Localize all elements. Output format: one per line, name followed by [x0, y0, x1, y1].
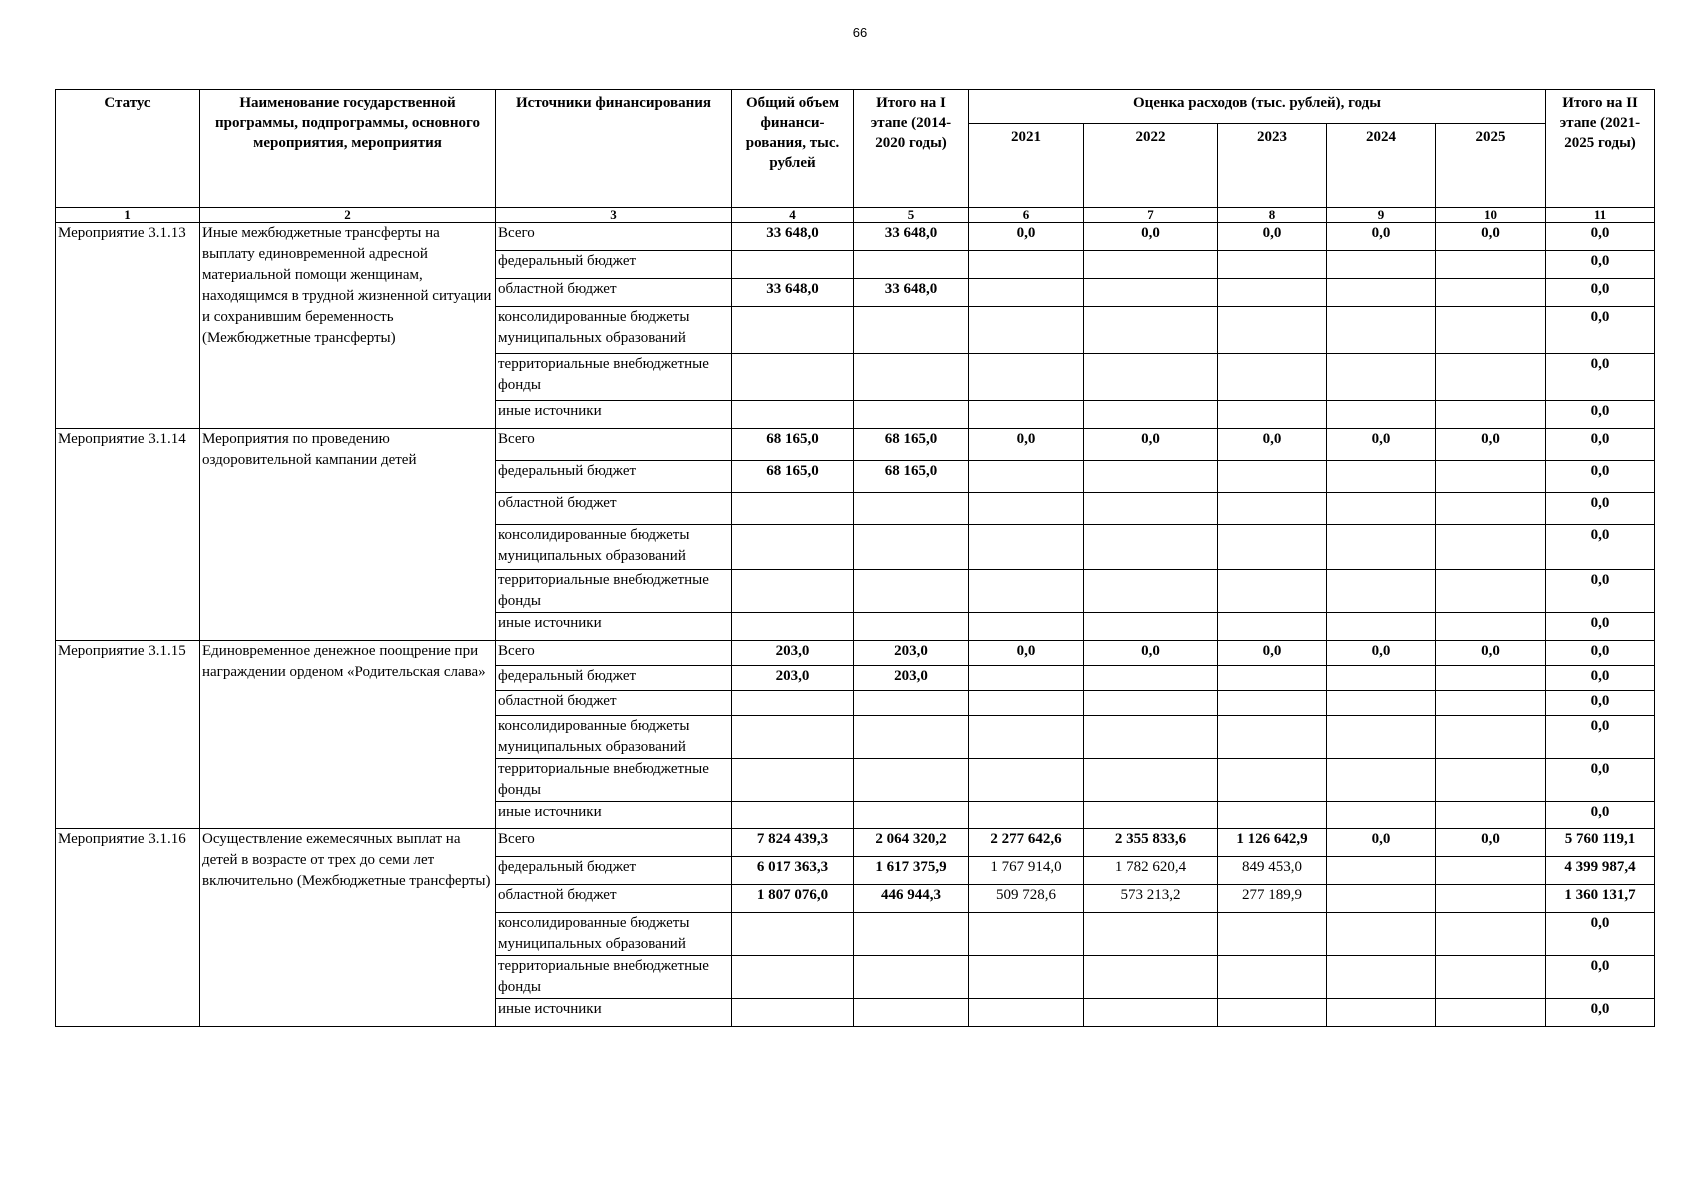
- amount-cell: [732, 354, 854, 401]
- column-number: 8: [1218, 208, 1327, 223]
- status-cell: Мероприятие 3.1.14: [56, 429, 200, 641]
- source-cell: Всего: [496, 429, 732, 461]
- amount-cell: [1327, 716, 1436, 759]
- stage2-total-cell: 0,0: [1546, 493, 1655, 525]
- amount-cell: [854, 493, 969, 525]
- amount-cell: 0,0: [969, 429, 1084, 461]
- header-stage2: Итого на II этапе (2021-2025 годы): [1546, 90, 1655, 208]
- amount-cell: 0,0: [1436, 223, 1546, 251]
- amount-cell: [1436, 913, 1546, 956]
- amount-cell: 1 617 375,9: [854, 857, 969, 885]
- amount-cell: [854, 354, 969, 401]
- amount-cell: [854, 802, 969, 829]
- amount-cell: [1218, 525, 1327, 570]
- amount-cell: [1436, 956, 1546, 999]
- source-cell: Всего: [496, 829, 732, 857]
- source-cell: федеральный бюджет: [496, 666, 732, 691]
- amount-cell: 33 648,0: [732, 279, 854, 307]
- source-cell: областной бюджет: [496, 691, 732, 716]
- amount-cell: [1218, 956, 1327, 999]
- amount-cell: 68 165,0: [732, 461, 854, 493]
- amount-cell: [1327, 493, 1436, 525]
- amount-cell: [1436, 999, 1546, 1027]
- stage2-total-cell: 0,0: [1546, 354, 1655, 401]
- amount-cell: [854, 525, 969, 570]
- amount-cell: [969, 802, 1084, 829]
- amount-cell: [1084, 251, 1218, 279]
- stage2-total-cell: 0,0: [1546, 759, 1655, 802]
- amount-cell: 68 165,0: [854, 461, 969, 493]
- amount-cell: [1084, 913, 1218, 956]
- amount-cell: [1218, 307, 1327, 354]
- amount-cell: [1218, 802, 1327, 829]
- amount-cell: 0,0: [1218, 429, 1327, 461]
- table-row: [56, 223, 1655, 251]
- amount-cell: [1327, 691, 1436, 716]
- amount-cell: [1436, 251, 1546, 279]
- budget-table: [55, 89, 1655, 1027]
- table-row: [56, 829, 1655, 857]
- source-cell: иные источники: [496, 802, 732, 829]
- amount-cell: 0,0: [1436, 429, 1546, 461]
- amount-cell: 68 165,0: [854, 429, 969, 461]
- program-name-cell: Иные межбюджетные трансферты на выплату единовременной адресной материальной помощи женщинам, находящимся в трудной жизненной ситуации и сохранившим беременность (Межбюджетные трансферты): [200, 223, 496, 429]
- header-total-volume: Общий объем финанси-рования, тыс. рублей: [732, 90, 854, 208]
- amount-cell: [732, 251, 854, 279]
- table-row: [56, 429, 1655, 461]
- amount-cell: [854, 759, 969, 802]
- amount-cell: [1327, 279, 1436, 307]
- source-cell: федеральный бюджет: [496, 857, 732, 885]
- amount-cell: 0,0: [1327, 829, 1436, 857]
- program-name-cell: Осуществление ежемесячных выплат на детей в возрасте от трех до семи лет включительно (Межбюджетные трансферты): [200, 829, 496, 1027]
- amount-cell: [969, 999, 1084, 1027]
- amount-cell: 849 453,0: [1218, 857, 1327, 885]
- source-cell: консолидированные бюджеты муниципальных образований: [496, 525, 732, 570]
- amount-cell: [969, 956, 1084, 999]
- stage2-total-cell: 0,0: [1546, 999, 1655, 1027]
- amount-cell: [732, 956, 854, 999]
- amount-cell: [854, 401, 969, 429]
- column-number: 1: [56, 208, 200, 223]
- stage2-total-cell: 0,0: [1546, 429, 1655, 461]
- program-name-cell: Мероприятия по проведению оздоровительной кампании детей: [200, 429, 496, 641]
- amount-cell: [732, 525, 854, 570]
- column-number: 11: [1546, 208, 1655, 223]
- source-cell: консолидированные бюджеты муниципальных образований: [496, 307, 732, 354]
- amount-cell: [1084, 802, 1218, 829]
- stage2-total-cell: 0,0: [1546, 666, 1655, 691]
- amount-cell: 0,0: [1218, 641, 1327, 666]
- amount-cell: [969, 279, 1084, 307]
- amount-cell: [1084, 956, 1218, 999]
- column-number: 10: [1436, 208, 1546, 223]
- stage2-total-cell: 0,0: [1546, 525, 1655, 570]
- header-year: 2025: [1436, 124, 1546, 208]
- column-number: 5: [854, 208, 969, 223]
- amount-cell: [1327, 401, 1436, 429]
- column-number: 3: [496, 208, 732, 223]
- amount-cell: [1218, 251, 1327, 279]
- amount-cell: 2 355 833,6: [1084, 829, 1218, 857]
- column-number: 9: [1327, 208, 1436, 223]
- amount-cell: [1218, 691, 1327, 716]
- amount-cell: [854, 570, 969, 613]
- header-source: Источники финансирования: [496, 90, 732, 208]
- source-cell: иные источники: [496, 999, 732, 1027]
- amount-cell: [732, 802, 854, 829]
- header-year: 2022: [1084, 124, 1218, 208]
- amount-cell: [1084, 279, 1218, 307]
- amount-cell: [969, 493, 1084, 525]
- amount-cell: [732, 493, 854, 525]
- amount-cell: [1436, 716, 1546, 759]
- source-cell: областной бюджет: [496, 493, 732, 525]
- stage2-total-cell: 0,0: [1546, 802, 1655, 829]
- amount-cell: [1436, 885, 1546, 913]
- amount-cell: 446 944,3: [854, 885, 969, 913]
- amount-cell: [1327, 525, 1436, 570]
- stage2-total-cell: 4 399 987,4: [1546, 857, 1655, 885]
- amount-cell: [1218, 913, 1327, 956]
- stage2-total-cell: 0,0: [1546, 223, 1655, 251]
- table-row: [56, 641, 1655, 666]
- amount-cell: [969, 613, 1084, 641]
- amount-cell: [1436, 613, 1546, 641]
- amount-cell: 0,0: [1436, 641, 1546, 666]
- amount-cell: [969, 525, 1084, 570]
- amount-cell: 0,0: [1084, 641, 1218, 666]
- amount-cell: [1327, 570, 1436, 613]
- column-number: 7: [1084, 208, 1218, 223]
- header-stage1: Итого на I этапе (2014-2020 годы): [854, 90, 969, 208]
- stage2-total-cell: 0,0: [1546, 691, 1655, 716]
- column-number: 6: [969, 208, 1084, 223]
- amount-cell: [854, 956, 969, 999]
- amount-cell: [1327, 461, 1436, 493]
- status-cell: Мероприятие 3.1.15: [56, 641, 200, 829]
- amount-cell: 0,0: [969, 223, 1084, 251]
- source-cell: областной бюджет: [496, 885, 732, 913]
- amount-cell: [854, 251, 969, 279]
- amount-cell: [854, 716, 969, 759]
- table-body: [56, 223, 1655, 1027]
- header-year: 2024: [1327, 124, 1436, 208]
- amount-cell: [1436, 461, 1546, 493]
- stage2-total-cell: 0,0: [1546, 401, 1655, 429]
- amount-cell: 68 165,0: [732, 429, 854, 461]
- header-year: 2021: [969, 124, 1084, 208]
- amount-cell: 203,0: [854, 666, 969, 691]
- amount-cell: [1084, 716, 1218, 759]
- amount-cell: [969, 716, 1084, 759]
- source-cell: территориальные внебюджетные фонды: [496, 759, 732, 802]
- amount-cell: 2 277 642,6: [969, 829, 1084, 857]
- source-cell: консолидированные бюджеты муниципальных образований: [496, 716, 732, 759]
- amount-cell: [1084, 613, 1218, 641]
- stage2-total-cell: 0,0: [1546, 956, 1655, 999]
- amount-cell: [1218, 279, 1327, 307]
- amount-cell: [1436, 570, 1546, 613]
- header-name: Наименование государственной программы, подпрограммы, основного мероприятия, мероприятия: [200, 90, 496, 208]
- source-cell: иные источники: [496, 401, 732, 429]
- status-cell: Мероприятие 3.1.16: [56, 829, 200, 1027]
- stage2-total-cell: 0,0: [1546, 307, 1655, 354]
- amount-cell: [854, 999, 969, 1027]
- amount-cell: [732, 913, 854, 956]
- amount-cell: [1327, 759, 1436, 802]
- amount-cell: [732, 759, 854, 802]
- amount-cell: [1436, 802, 1546, 829]
- amount-cell: [1084, 999, 1218, 1027]
- amount-cell: [1436, 493, 1546, 525]
- header-estimate: Оценка расходов (тыс. рублей), годы: [969, 90, 1546, 124]
- amount-cell: [854, 613, 969, 641]
- header-year: 2023: [1218, 124, 1327, 208]
- amount-cell: [1218, 570, 1327, 613]
- amount-cell: [1084, 493, 1218, 525]
- amount-cell: 0,0: [969, 641, 1084, 666]
- amount-cell: [732, 401, 854, 429]
- amount-cell: [1436, 759, 1546, 802]
- amount-cell: [732, 999, 854, 1027]
- amount-cell: [732, 716, 854, 759]
- stage2-total-cell: 0,0: [1546, 716, 1655, 759]
- amount-cell: 203,0: [854, 641, 969, 666]
- amount-cell: [854, 307, 969, 354]
- program-name-cell: Единовременное денежное поощрение при награждении орденом «Родительская слава»: [200, 641, 496, 829]
- amount-cell: [854, 691, 969, 716]
- amount-cell: 573 213,2: [1084, 885, 1218, 913]
- amount-cell: [969, 307, 1084, 354]
- amount-cell: 33 648,0: [854, 223, 969, 251]
- amount-cell: [1327, 613, 1436, 641]
- amount-cell: [732, 307, 854, 354]
- amount-cell: [1436, 691, 1546, 716]
- amount-cell: [1327, 956, 1436, 999]
- amount-cell: 1 807 076,0: [732, 885, 854, 913]
- amount-cell: 203,0: [732, 641, 854, 666]
- amount-cell: [969, 913, 1084, 956]
- stage2-total-cell: 0,0: [1546, 461, 1655, 493]
- amount-cell: [1327, 857, 1436, 885]
- amount-cell: [969, 251, 1084, 279]
- amount-cell: [1218, 354, 1327, 401]
- column-number: 2: [200, 208, 496, 223]
- amount-cell: 0,0: [1084, 223, 1218, 251]
- amount-cell: [1436, 307, 1546, 354]
- stage2-total-cell: 0,0: [1546, 570, 1655, 613]
- table-header: [56, 90, 1655, 223]
- amount-cell: [1218, 759, 1327, 802]
- amount-cell: [969, 354, 1084, 401]
- source-cell: территориальные внебюджетные фонды: [496, 354, 732, 401]
- amount-cell: [1084, 461, 1218, 493]
- amount-cell: [969, 461, 1084, 493]
- amount-cell: [969, 570, 1084, 613]
- amount-cell: [1218, 401, 1327, 429]
- amount-cell: [969, 401, 1084, 429]
- source-cell: Всего: [496, 223, 732, 251]
- source-cell: Всего: [496, 641, 732, 666]
- amount-cell: 0,0: [1327, 429, 1436, 461]
- amount-cell: 0,0: [1327, 641, 1436, 666]
- amount-cell: [969, 666, 1084, 691]
- amount-cell: [1436, 857, 1546, 885]
- amount-cell: [1218, 999, 1327, 1027]
- amount-cell: [854, 913, 969, 956]
- amount-cell: [1084, 307, 1218, 354]
- amount-cell: [1084, 666, 1218, 691]
- amount-cell: [1436, 279, 1546, 307]
- amount-cell: [1218, 613, 1327, 641]
- amount-cell: 509 728,6: [969, 885, 1084, 913]
- amount-cell: [1218, 716, 1327, 759]
- amount-cell: [1084, 691, 1218, 716]
- amount-cell: 1 126 642,9: [1218, 829, 1327, 857]
- amount-cell: [1218, 666, 1327, 691]
- amount-cell: 2 064 320,2: [854, 829, 969, 857]
- amount-cell: [1084, 525, 1218, 570]
- amount-cell: 0,0: [1436, 829, 1546, 857]
- amount-cell: [1218, 493, 1327, 525]
- amount-cell: [732, 570, 854, 613]
- amount-cell: [1327, 802, 1436, 829]
- amount-cell: 6 017 363,3: [732, 857, 854, 885]
- amount-cell: 33 648,0: [854, 279, 969, 307]
- amount-cell: 277 189,9: [1218, 885, 1327, 913]
- column-number: 4: [732, 208, 854, 223]
- amount-cell: [1084, 570, 1218, 613]
- amount-cell: [1327, 251, 1436, 279]
- amount-cell: [1436, 666, 1546, 691]
- amount-cell: [1327, 307, 1436, 354]
- amount-cell: 33 648,0: [732, 223, 854, 251]
- amount-cell: [1436, 401, 1546, 429]
- stage2-total-cell: 0,0: [1546, 641, 1655, 666]
- amount-cell: [969, 759, 1084, 802]
- stage2-total-cell: 0,0: [1546, 251, 1655, 279]
- amount-cell: [1084, 401, 1218, 429]
- amount-cell: 0,0: [1084, 429, 1218, 461]
- source-cell: федеральный бюджет: [496, 251, 732, 279]
- amount-cell: 0,0: [1218, 223, 1327, 251]
- amount-cell: [1084, 354, 1218, 401]
- status-cell: Мероприятие 3.1.13: [56, 223, 200, 429]
- stage2-total-cell: 0,0: [1546, 279, 1655, 307]
- amount-cell: [969, 691, 1084, 716]
- stage2-total-cell: 0,0: [1546, 613, 1655, 641]
- amount-cell: [1084, 759, 1218, 802]
- amount-cell: [732, 691, 854, 716]
- source-cell: территориальные внебюджетные фонды: [496, 956, 732, 999]
- amount-cell: 1 767 914,0: [969, 857, 1084, 885]
- column-number-row: [56, 208, 1655, 223]
- source-cell: иные источники: [496, 613, 732, 641]
- amount-cell: [1327, 885, 1436, 913]
- amount-cell: [1218, 461, 1327, 493]
- amount-cell: [732, 613, 854, 641]
- amount-cell: [1436, 525, 1546, 570]
- amount-cell: [1327, 666, 1436, 691]
- header-status: Статус: [56, 90, 200, 208]
- stage2-total-cell: 5 760 119,1: [1546, 829, 1655, 857]
- amount-cell: [1327, 354, 1436, 401]
- amount-cell: [1327, 913, 1436, 956]
- source-cell: федеральный бюджет: [496, 461, 732, 493]
- page-number: 66: [852, 25, 868, 40]
- amount-cell: 7 824 439,3: [732, 829, 854, 857]
- source-cell: территориальные внебюджетные фонды: [496, 570, 732, 613]
- amount-cell: 1 782 620,4: [1084, 857, 1218, 885]
- stage2-total-cell: 1 360 131,7: [1546, 885, 1655, 913]
- amount-cell: 203,0: [732, 666, 854, 691]
- source-cell: областной бюджет: [496, 279, 732, 307]
- amount-cell: 0,0: [1327, 223, 1436, 251]
- stage2-total-cell: 0,0: [1546, 913, 1655, 956]
- amount-cell: [1327, 999, 1436, 1027]
- source-cell: консолидированные бюджеты муниципальных образований: [496, 913, 732, 956]
- amount-cell: [1436, 354, 1546, 401]
